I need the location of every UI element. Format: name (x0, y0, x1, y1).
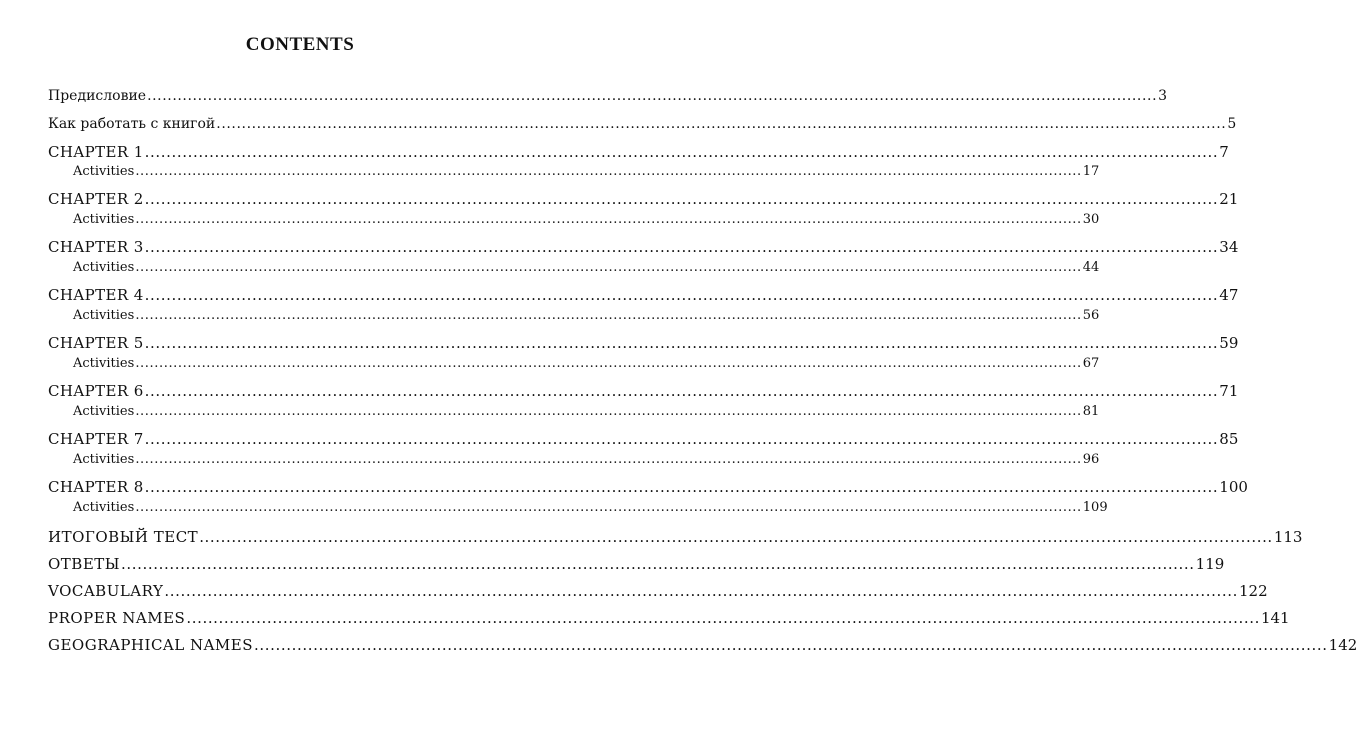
dot-leader: ........................................................................................................................................................................................................ (135, 260, 1082, 275)
dot-leader: ........................................................................................................................................................................................................ (135, 212, 1082, 227)
toc-entry-page: 44 (1082, 260, 1100, 275)
dot-leader: ........................................................................................................................................................................................................ (144, 430, 1219, 448)
toc-entry-page: 85 (1219, 430, 1239, 448)
dot-leader: ........................................................................................................................................................................................................ (135, 164, 1082, 179)
toc-entry-page: 47 (1219, 286, 1239, 304)
dot-leader: ........................................................................................................................................................................................................ (186, 609, 1260, 627)
toc-entry-label: CHAPTER 3 (48, 238, 144, 256)
toc-entry-label: PROPER NAMES (48, 609, 186, 627)
toc-entry-label: Activities (73, 452, 135, 467)
toc-entry-label: ОТВЕТЫ (48, 555, 121, 573)
toc-entry[interactable] (73, 404, 1100, 419)
toc-entry-label: CHAPTER 2 (48, 190, 144, 208)
dot-leader: ........................................................................................................................................................................................................ (144, 143, 1219, 161)
toc-entry[interactable] (48, 636, 1357, 654)
dot-leader: ........................................................................................................................................................................................................ (254, 636, 1328, 654)
toc-entry-label: CHAPTER 6 (48, 382, 144, 400)
toc-entry-page: 141 (1260, 609, 1290, 627)
toc-entry-label: Activities (73, 356, 135, 371)
toc-entry-page: 119 (1195, 555, 1225, 573)
dot-leader: ........................................................................................................................................................................................................ (144, 286, 1219, 304)
toc-entry-label: VOCABULARY (48, 582, 164, 600)
toc-entry-page: 30 (1082, 212, 1100, 227)
toc-entry-page: 3 (1158, 88, 1168, 104)
toc-entry[interactable] (73, 260, 1100, 275)
toc-entry[interactable] (48, 528, 1303, 546)
toc-entry-label: Activities (73, 164, 135, 179)
toc-entry-page: 17 (1082, 164, 1100, 179)
toc-entry-label: CHAPTER 5 (48, 334, 144, 352)
toc-entry-label: CHAPTER 7 (48, 430, 144, 448)
toc-entry-label: Activities (73, 308, 135, 323)
toc-entry[interactable] (73, 308, 1100, 323)
toc-entry-label: Activities (73, 212, 135, 227)
dot-leader: ........................................................................................................................................................................................................ (199, 528, 1273, 546)
dot-leader: ........................................................................................................................................................................................................ (147, 88, 1158, 104)
toc-entry-page: 71 (1219, 382, 1239, 400)
dot-leader: ........................................................................................................................................................................................................ (216, 116, 1227, 132)
dot-leader: ........................................................................................................................................................................................................ (164, 582, 1238, 600)
toc-entry-page: 96 (1082, 452, 1100, 467)
dot-leader: ........................................................................................................................................................................................................ (144, 190, 1219, 208)
toc-entry-label: CHAPTER 4 (48, 286, 144, 304)
toc-entry-page: 109 (1082, 500, 1108, 515)
toc-entry[interactable] (48, 582, 1268, 600)
toc-entry[interactable] (48, 555, 1225, 573)
toc-entry-page: 21 (1219, 190, 1239, 208)
dot-leader: ........................................................................................................................................................................................................ (144, 382, 1219, 400)
toc-entry-page: 56 (1082, 308, 1100, 323)
toc-entry[interactable] (48, 286, 1239, 304)
dot-leader: ........................................................................................................................................................................................................ (135, 308, 1082, 323)
dot-leader: ........................................................................................................................................................................................................ (135, 404, 1082, 419)
toc-entry-label: ИТОГОВЫЙ ТЕСТ (48, 528, 199, 546)
toc-entry-label: Как работать с книгой (48, 116, 216, 132)
toc-entry[interactable] (73, 164, 1100, 179)
toc-entry[interactable] (73, 452, 1100, 467)
toc-entry[interactable] (48, 430, 1239, 448)
toc-entry-label: Activities (73, 500, 135, 515)
toc-entry-label: Activities (73, 404, 135, 419)
dot-leader: ........................................................................................................................................................................................................ (144, 478, 1219, 496)
toc-entry-page: 122 (1239, 582, 1268, 600)
toc-entry-page: 34 (1219, 238, 1239, 256)
toc-entry[interactable] (48, 238, 1239, 256)
page-title: CONTENTS (245, 34, 355, 55)
toc-entry-page: 81 (1082, 404, 1100, 419)
dot-leader: ........................................................................................................................................................................................................ (121, 555, 1195, 573)
toc-entry-label: CHAPTER 1 (48, 143, 144, 161)
toc-entry-label: Предисловие (48, 88, 147, 104)
dot-leader: ........................................................................................................................................................................................................ (135, 452, 1082, 467)
dot-leader: ........................................................................................................................................................................................................ (144, 238, 1219, 256)
toc-entry[interactable] (48, 334, 1239, 352)
toc-entry-label: CHAPTER 8 (48, 478, 144, 496)
toc-entry[interactable] (73, 356, 1100, 371)
toc-entry[interactable] (48, 382, 1239, 400)
dot-leader: ........................................................................................................................................................................................................ (144, 334, 1219, 352)
dot-leader: ........................................................................................................................................................................................................ (135, 356, 1082, 371)
toc-entry[interactable] (48, 609, 1290, 627)
toc-entry[interactable] (48, 88, 1168, 104)
toc-entry-page: 100 (1219, 478, 1248, 496)
toc-entry[interactable] (48, 190, 1239, 208)
toc-entry[interactable] (48, 478, 1248, 496)
toc-entry[interactable] (73, 212, 1100, 227)
toc-entry-page: 113 (1273, 528, 1303, 546)
toc-entry[interactable] (48, 116, 1237, 132)
toc-entry-page: 5 (1227, 116, 1237, 132)
dot-leader: ........................................................................................................................................................................................................ (135, 500, 1082, 515)
toc-entry[interactable] (73, 500, 1108, 515)
toc-entry[interactable] (48, 143, 1229, 161)
toc-entry-label: Activities (73, 260, 135, 275)
toc-entry-page: 67 (1082, 356, 1100, 371)
toc-entry-page: 59 (1219, 334, 1239, 352)
toc-entry-page: 7 (1219, 143, 1229, 161)
toc-entry-page: 142 (1328, 636, 1357, 654)
toc-entry-label: GEOGRAPHICAL NAMES (48, 636, 254, 654)
